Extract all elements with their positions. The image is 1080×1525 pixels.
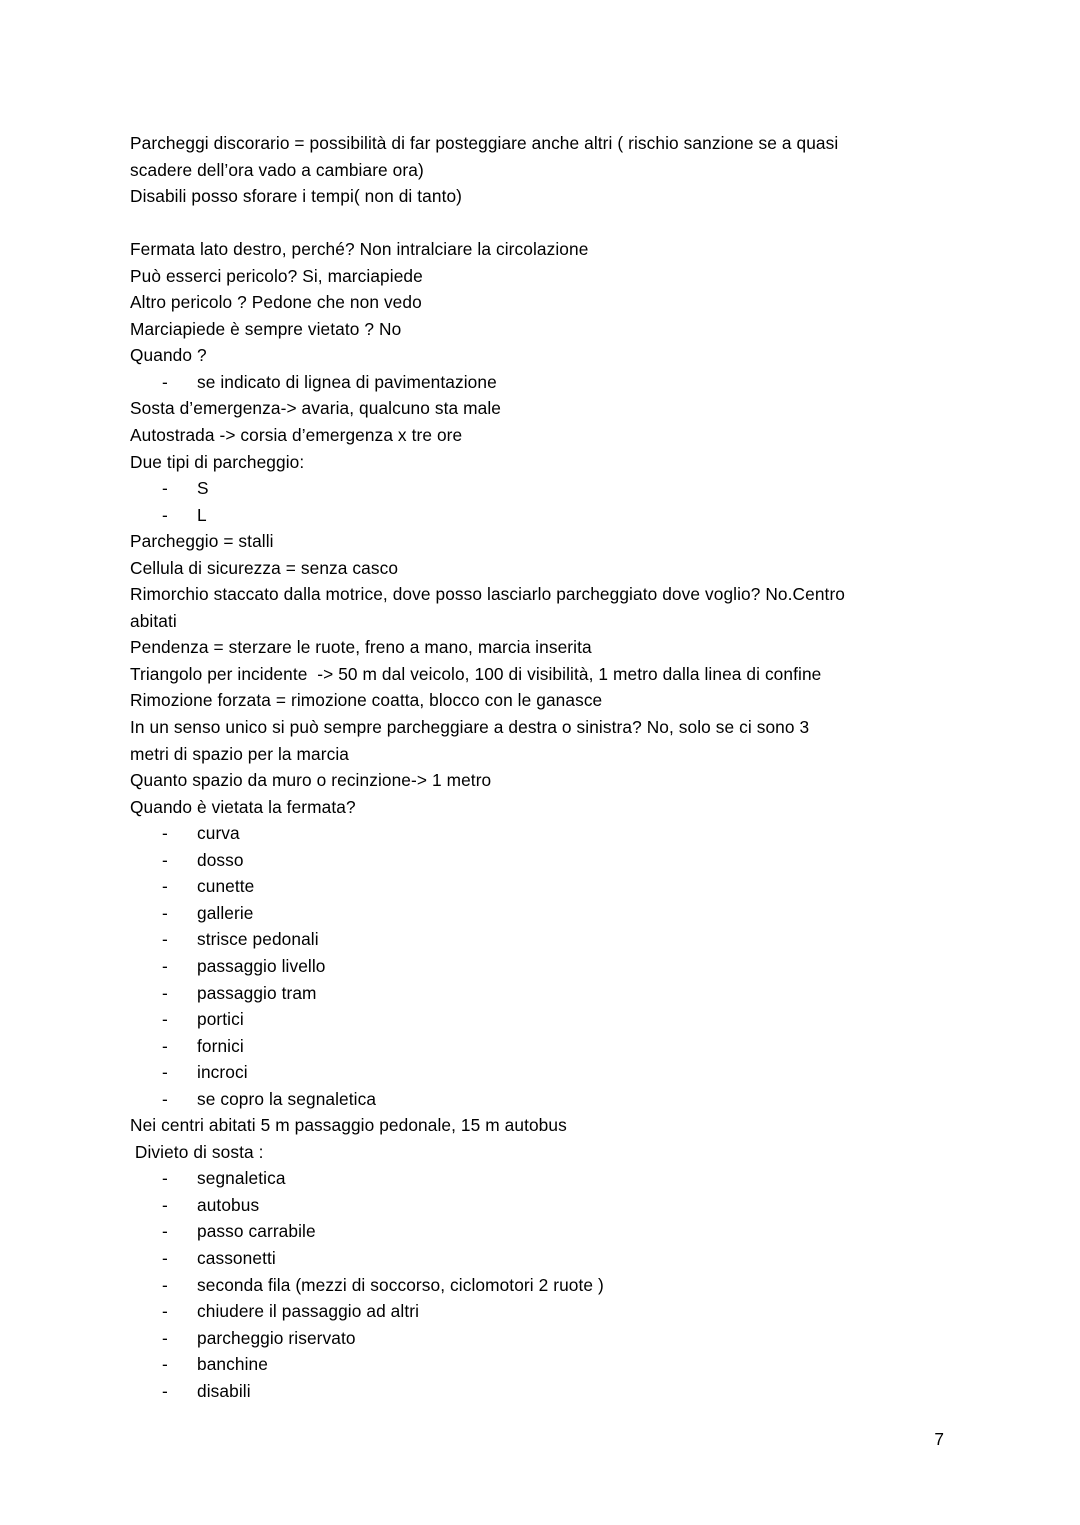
bullet-dash: - xyxy=(162,1035,168,1056)
text-line: Nei centri abitati 5 m passaggio pedonale, 15 m autobus xyxy=(130,1115,567,1136)
bullet-dash: - xyxy=(162,1301,168,1322)
bullet-text: L xyxy=(197,504,207,525)
bullet-item xyxy=(130,847,960,874)
bullet-item xyxy=(130,1351,960,1378)
bullet-item xyxy=(130,1165,960,1192)
bullet-text: gallerie xyxy=(197,902,254,923)
page-number: 7 xyxy=(934,1429,944,1449)
bullet-text: seconda fila (mezzi di soccorso, ciclomotori 2 ruote ) xyxy=(197,1274,604,1295)
bullet-dash: - xyxy=(162,1380,168,1401)
bullet-item xyxy=(130,369,960,396)
bullet-text: chiudere il passaggio ad altri xyxy=(197,1301,420,1322)
text-line: Autostrada -> corsia d’emergenza x tre ore xyxy=(130,425,463,446)
bullet-dash: - xyxy=(162,1062,168,1083)
bullet-text: se indicato di lignea di pavimentazione xyxy=(197,371,497,392)
bullet-item xyxy=(130,502,960,529)
bullet-text: passo carrabile xyxy=(197,1221,316,1242)
text-line: Parcheggio = stalli xyxy=(130,531,274,552)
bullet-text: fornici xyxy=(197,1035,244,1056)
text-line: Fermata lato destro, perché? Non intralciare la circolazione xyxy=(130,239,589,260)
bullet-item xyxy=(130,1192,960,1219)
bullet-item xyxy=(130,953,960,980)
text-line: Può esserci pericolo? Si, marciapiede xyxy=(130,265,423,286)
bullet-dash: - xyxy=(162,902,168,923)
bullet-text: passaggio tram xyxy=(197,982,317,1003)
text-line: Disabili posso sforare i tempi( non di tanto) xyxy=(130,186,463,207)
bullet-dash: - xyxy=(162,1221,168,1242)
bullet-item xyxy=(130,900,960,927)
bullet-text: cassonetti xyxy=(197,1247,276,1268)
text-line: scadere dell’ora vado a cambiare ora) xyxy=(130,159,424,180)
bullet-item xyxy=(130,475,960,502)
bullet-text: S xyxy=(197,478,209,499)
blank-line xyxy=(130,210,960,237)
bullet-text: incroci xyxy=(197,1062,248,1083)
bullet-dash: - xyxy=(162,849,168,870)
bullet-dash: - xyxy=(162,371,168,392)
bullet-item xyxy=(130,873,960,900)
bullet-text: portici xyxy=(197,1009,244,1030)
bullet-text: strisce pedonali xyxy=(197,929,319,950)
bullet-text: dosso xyxy=(197,849,244,870)
text-line: abitati xyxy=(130,610,177,631)
bullet-text: banchine xyxy=(197,1354,268,1375)
bullet-text: passaggio livello xyxy=(197,955,326,976)
bullet-dash: - xyxy=(162,1274,168,1295)
bullet-text: autobus xyxy=(197,1194,260,1215)
bullet-item xyxy=(130,1006,960,1033)
bullet-dash: - xyxy=(162,1354,168,1375)
text-line: Quando è vietata la fermata? xyxy=(130,796,356,817)
bullet-item xyxy=(130,926,960,953)
bullet-item xyxy=(130,1298,960,1325)
text-line: Rimorchio staccato dalla motrice, dove posso lasciarlo parcheggiato dove voglio? No.Centro xyxy=(130,584,846,605)
bullet-item xyxy=(130,1218,960,1245)
text-line: metri di spazio per la marcia xyxy=(130,743,349,764)
bullet-dash: - xyxy=(162,982,168,1003)
text-line: Quando ? xyxy=(130,345,207,366)
text-line: Parcheggi discorario = possibilità di far posteggiare anche altri ( rischio sanzione se a quasi xyxy=(130,133,839,153)
bullet-dash: - xyxy=(162,955,168,976)
bullet-item xyxy=(130,1378,960,1405)
bullet-item xyxy=(130,1325,960,1352)
bullet-item xyxy=(130,820,960,847)
text-line: Triangolo per incidente -> 50 m dal veicolo, 100 di visibilità, 1 metro dalla linea di confine xyxy=(130,663,822,684)
bullet-text: se copro la segnaletica xyxy=(197,1088,377,1109)
text-line: In un senso unico si può sempre parcheggiare a destra o sinistra? No, solo se ci sono 3 xyxy=(130,717,810,738)
bullet-dash: - xyxy=(162,478,168,499)
bullet-text: segnaletica xyxy=(197,1168,286,1189)
bullet-dash: - xyxy=(162,504,168,525)
text-line: Pendenza = sterzare le ruote, freno a mano, marcia inserita xyxy=(130,637,592,658)
notes-text-block xyxy=(130,130,960,1404)
bullet-item xyxy=(130,980,960,1007)
bullet-dash: - xyxy=(162,1194,168,1215)
bullet-item xyxy=(130,1245,960,1272)
bullet-dash: - xyxy=(162,929,168,950)
text-line: Cellula di sicurezza = senza casco xyxy=(130,557,399,578)
text-line: Marciapiede è sempre vietato ? No xyxy=(130,318,402,339)
text-line: Divieto di sosta : xyxy=(130,1141,264,1162)
text-line: Rimozione forzata = rimozione coatta, blocco con le ganasce xyxy=(130,690,603,711)
bullet-dash: - xyxy=(162,1168,168,1189)
bullet-dash: - xyxy=(162,823,168,844)
text-line: Quanto spazio da muro o recinzione-> 1 metro xyxy=(130,770,492,791)
text-line: Altro pericolo ? Pedone che non vedo xyxy=(130,292,422,313)
bullet-dash: - xyxy=(162,1088,168,1109)
bullet-text: disabili xyxy=(197,1380,251,1401)
bullet-dash: - xyxy=(162,876,168,897)
text-line: Due tipi di parcheggio: xyxy=(130,451,305,472)
bullet-item xyxy=(130,1033,960,1060)
bullet-text: parcheggio riservato xyxy=(197,1327,356,1348)
bullet-dash: - xyxy=(162,1327,168,1348)
bullet-item xyxy=(130,1059,960,1086)
bullet-item xyxy=(130,1086,960,1113)
bullet-item xyxy=(130,1272,960,1299)
bullet-dash: - xyxy=(162,1009,168,1030)
bullet-dash: - xyxy=(162,1247,168,1268)
bullet-text: cunette xyxy=(197,876,255,897)
text-line: Sosta d’emergenza-> avaria, qualcuno sta male xyxy=(130,398,501,419)
bullet-text: curva xyxy=(197,823,240,844)
